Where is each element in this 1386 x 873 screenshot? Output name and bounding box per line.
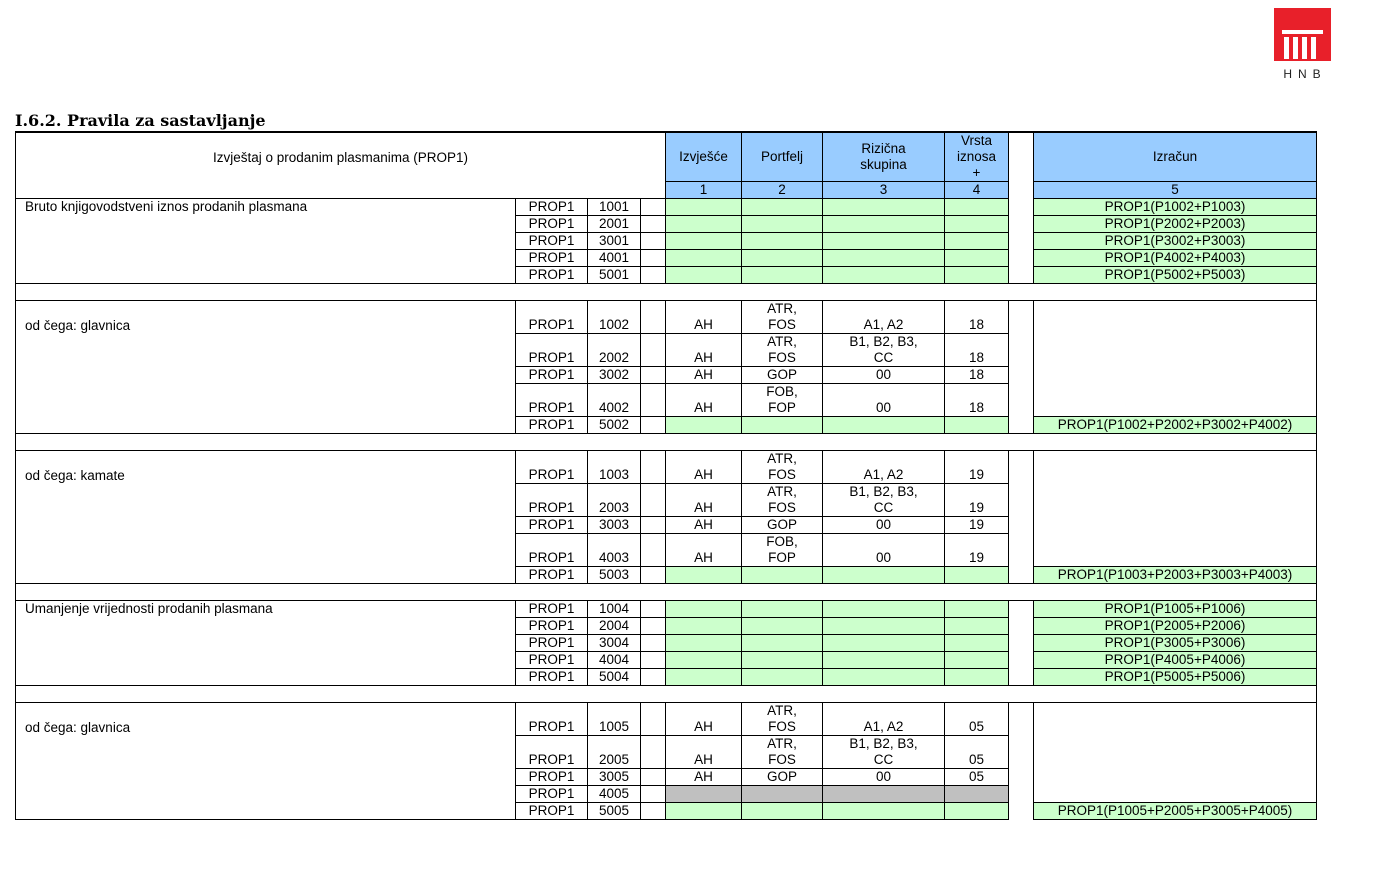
rizicna-skupina-cell[interactable] — [823, 216, 945, 233]
portfelj-cell: GOP — [742, 769, 823, 786]
row-code: 3004 — [588, 635, 641, 652]
row-code: 1002 — [588, 301, 641, 334]
portfelj-cell — [742, 786, 823, 803]
izracun-cell: PROP1(P2005+P2006) — [1034, 618, 1317, 635]
rizicna-skupina-cell: A1, A2 — [823, 301, 945, 334]
izvjesce-cell: AH — [666, 517, 742, 534]
gap-cell — [1009, 384, 1034, 417]
vrsta-iznosa-cell: 18 — [945, 334, 1009, 367]
izvjesce-cell[interactable] — [666, 601, 742, 618]
vrsta-iznosa-cell[interactable] — [945, 652, 1009, 669]
report-code: PROP1 — [516, 736, 588, 769]
izvjesce-cell: AH — [666, 301, 742, 334]
row-code: 5005 — [588, 803, 641, 820]
gap-cell — [1009, 132, 1034, 199]
izracun-cell: PROP1(P1002+P2002+P3002+P4002) — [1034, 417, 1317, 434]
gap-cell — [1009, 567, 1034, 584]
izvjesce-cell[interactable] — [666, 267, 742, 284]
blank-cell — [641, 267, 666, 284]
izracun-empty-cell — [1034, 301, 1317, 417]
row-code: 3005 — [588, 769, 641, 786]
blank-cell — [641, 534, 666, 567]
izvjesce-cell[interactable] — [666, 233, 742, 250]
row-code: 2001 — [588, 216, 641, 233]
gap-cell — [1009, 769, 1034, 786]
row-code: 1003 — [588, 451, 641, 484]
izracun-cell: PROP1(P3002+P3003) — [1034, 233, 1317, 250]
vrsta-iznosa-cell[interactable] — [945, 417, 1009, 434]
izracun-empty-cell — [1034, 703, 1317, 803]
blank-cell — [641, 601, 666, 618]
rizicna-skupina-cell: A1, A2 — [823, 451, 945, 484]
gap-cell — [1009, 803, 1034, 820]
izracun-cell: PROP1(P5005+P5006) — [1034, 669, 1317, 686]
rules-table — [15, 131, 1317, 820]
blank-cell — [641, 384, 666, 417]
section-title: I.6.2. Pravila za sastavljanje — [15, 111, 266, 130]
separator-cell — [16, 434, 1317, 451]
header-row — [16, 132, 1317, 182]
blank-cell — [641, 484, 666, 517]
rizicna-skupina-cell: 00 — [823, 769, 945, 786]
col-number: 2 — [742, 182, 823, 199]
gap-cell — [1009, 517, 1034, 534]
izvjesce-cell[interactable] — [666, 216, 742, 233]
blank-cell — [641, 367, 666, 384]
report-code: PROP1 — [516, 301, 588, 334]
izvjesce-cell — [666, 786, 742, 803]
vrsta-iznosa-cell[interactable] — [945, 618, 1009, 635]
gap-cell — [1009, 703, 1034, 736]
row-code: 3003 — [588, 517, 641, 534]
row-label: od čega: glavnica — [16, 703, 516, 820]
vrsta-iznosa-cell: 05 — [945, 736, 1009, 769]
rizicna-skupina-cell: B1, B2, B3, CC — [823, 484, 945, 517]
blank-cell — [641, 334, 666, 367]
portfelj-cell[interactable] — [742, 618, 823, 635]
izvjesce-cell: AH — [666, 334, 742, 367]
row-label: Umanjenje vrijednosti prodanih plasmana — [16, 601, 516, 686]
blank-cell — [641, 786, 666, 803]
izracun-cell: PROP1(P4002+P4003) — [1034, 250, 1317, 267]
vrsta-iznosa-cell: 18 — [945, 301, 1009, 334]
gap-cell — [1009, 367, 1034, 384]
rizicna-skupina-cell: A1, A2 — [823, 703, 945, 736]
vrsta-iznosa-cell[interactable] — [945, 233, 1009, 250]
vrsta-iznosa-cell: 18 — [945, 384, 1009, 417]
col-header-vrsta-iznosa: Vrsta iznosa + — [945, 132, 1009, 182]
izvjesce-cell: AH — [666, 451, 742, 484]
portfelj-cell: ATR, FOS — [742, 451, 823, 484]
col-header-izracun: Izračun — [1034, 132, 1317, 182]
col-header-izvjesce: Izvješće — [666, 132, 742, 182]
row-code: 4002 — [588, 384, 641, 417]
gap-cell — [1009, 484, 1034, 517]
report-code: PROP1 — [516, 517, 588, 534]
col-number: 5 — [1034, 182, 1317, 199]
portfelj-cell: ATR, FOS — [742, 736, 823, 769]
rizicna-skupina-cell[interactable] — [823, 618, 945, 635]
portfelj-cell[interactable] — [742, 601, 823, 618]
table-row — [16, 703, 1317, 736]
izracun-cell: PROP1(P1002+P1003) — [1034, 199, 1317, 216]
table-row — [16, 301, 1317, 334]
vrsta-iznosa-cell[interactable] — [945, 199, 1009, 216]
vrsta-iznosa-cell[interactable] — [945, 601, 1009, 618]
vrsta-iznosa-cell[interactable] — [945, 803, 1009, 820]
col-number: 3 — [823, 182, 945, 199]
portfelj-cell[interactable] — [742, 652, 823, 669]
separator-row — [16, 686, 1317, 703]
rizicna-skupina-cell: B1, B2, B3, CC — [823, 736, 945, 769]
izvjesce-cell: AH — [666, 484, 742, 517]
report-code: PROP1 — [516, 567, 588, 584]
vrsta-iznosa-cell: 19 — [945, 451, 1009, 484]
gap-cell — [1009, 618, 1034, 635]
blank-cell — [641, 301, 666, 334]
blank-cell — [641, 199, 666, 216]
report-title: Izvještaj o prodanim plasmanima (PROP1) — [16, 132, 666, 199]
izracun-cell: PROP1(P1005+P1006) — [1034, 601, 1317, 618]
row-code: 4001 — [588, 250, 641, 267]
report-code: PROP1 — [516, 250, 588, 267]
report-code: PROP1 — [516, 635, 588, 652]
izvjesce-cell[interactable] — [666, 417, 742, 434]
portfelj-cell[interactable] — [742, 233, 823, 250]
portfelj-cell[interactable] — [742, 803, 823, 820]
blank-cell — [641, 517, 666, 534]
row-code: 1005 — [588, 703, 641, 736]
portfelj-cell[interactable] — [742, 635, 823, 652]
rizicna-skupina-cell[interactable] — [823, 233, 945, 250]
report-code: PROP1 — [516, 384, 588, 417]
vrsta-iznosa-cell[interactable] — [945, 669, 1009, 686]
row-code: 5003 — [588, 567, 641, 584]
separator-cell — [16, 686, 1317, 703]
separator-cell — [16, 584, 1317, 601]
col-number: 1 — [666, 182, 742, 199]
row-code: 1004 — [588, 601, 641, 618]
report-code: PROP1 — [516, 769, 588, 786]
row-code: 5002 — [588, 417, 641, 434]
row-code: 1001 — [588, 199, 641, 216]
gap-cell — [1009, 216, 1034, 233]
report-code: PROP1 — [516, 601, 588, 618]
gap-cell — [1009, 534, 1034, 567]
rizicna-skupina-cell[interactable] — [823, 669, 945, 686]
rizicna-skupina-cell[interactable] — [823, 567, 945, 584]
blank-cell — [641, 233, 666, 250]
col-header-portfelj: Portfelj — [742, 132, 823, 182]
row-code: 2005 — [588, 736, 641, 769]
col-number: 4 — [945, 182, 1009, 199]
hnb-logo-emblem — [1274, 8, 1331, 61]
izvjesce-cell[interactable] — [666, 635, 742, 652]
gap-cell — [1009, 267, 1034, 284]
rizicna-skupina-cell[interactable] — [823, 803, 945, 820]
report-code: PROP1 — [516, 703, 588, 736]
report-code: PROP1 — [516, 267, 588, 284]
row-code: 3002 — [588, 367, 641, 384]
portfelj-cell: ATR, FOS — [742, 301, 823, 334]
rizicna-skupina-cell: B1, B2, B3, CC — [823, 334, 945, 367]
blank-cell — [641, 703, 666, 736]
izvjesce-cell[interactable] — [666, 567, 742, 584]
hnb-logo-text: HNB — [1283, 67, 1327, 81]
report-code: PROP1 — [516, 803, 588, 820]
row-label: od čega: kamate — [16, 451, 516, 584]
portfelj-cell: FOB, FOP — [742, 534, 823, 567]
rizicna-skupina-cell: 00 — [823, 384, 945, 417]
report-code: PROP1 — [516, 216, 588, 233]
report-code: PROP1 — [516, 367, 588, 384]
report-code: PROP1 — [516, 233, 588, 250]
vrsta-iznosa-cell[interactable] — [945, 250, 1009, 267]
rizicna-skupina-cell[interactable] — [823, 199, 945, 216]
blank-cell — [641, 803, 666, 820]
row-code: 4004 — [588, 652, 641, 669]
separator-row — [16, 434, 1317, 451]
row-code: 3001 — [588, 233, 641, 250]
report-code: PROP1 — [516, 669, 588, 686]
vrsta-iznosa-cell[interactable] — [945, 635, 1009, 652]
portfelj-cell: ATR, FOS — [742, 484, 823, 517]
rizicna-skupina-cell[interactable] — [823, 417, 945, 434]
vrsta-iznosa-cell: 18 — [945, 367, 1009, 384]
blank-cell — [641, 669, 666, 686]
row-code: 5004 — [588, 669, 641, 686]
izracun-cell: PROP1(P1003+P2003+P3003+P4003) — [1034, 567, 1317, 584]
izvjesce-cell[interactable] — [666, 199, 742, 216]
blank-cell — [641, 417, 666, 434]
row-label: od čega: glavnica — [16, 301, 516, 434]
gap-cell — [1009, 736, 1034, 769]
report-code: PROP1 — [516, 786, 588, 803]
izvjesce-cell: AH — [666, 384, 742, 417]
portfelj-cell[interactable] — [742, 267, 823, 284]
vrsta-iznosa-cell: 19 — [945, 484, 1009, 517]
blank-cell — [641, 736, 666, 769]
izvjesce-cell: AH — [666, 769, 742, 786]
portfelj-cell[interactable] — [742, 250, 823, 267]
table-row — [16, 601, 1317, 618]
izracun-cell: PROP1(P4005+P4006) — [1034, 652, 1317, 669]
col-header-rizicna-skupina: Rizična skupina — [823, 132, 945, 182]
vrsta-iznosa-cell[interactable] — [945, 216, 1009, 233]
izracun-cell: PROP1(P2002+P2003) — [1034, 216, 1317, 233]
gap-cell — [1009, 451, 1034, 484]
report-code: PROP1 — [516, 451, 588, 484]
separator-row — [16, 284, 1317, 301]
portfelj-cell[interactable] — [742, 669, 823, 686]
izvjesce-cell: AH — [666, 367, 742, 384]
rizicna-skupina-cell[interactable] — [823, 250, 945, 267]
blank-cell — [641, 618, 666, 635]
izracun-empty-cell — [1034, 451, 1317, 567]
gap-cell — [1009, 786, 1034, 803]
row-code: 4003 — [588, 534, 641, 567]
rizicna-skupina-cell[interactable] — [823, 652, 945, 669]
rizicna-skupina-cell[interactable] — [823, 267, 945, 284]
row-label: Bruto knjigovodstveni iznos prodanih plasmana — [16, 199, 516, 284]
portfelj-cell: GOP — [742, 367, 823, 384]
gap-cell — [1009, 199, 1034, 216]
vrsta-iznosa-cell: 19 — [945, 517, 1009, 534]
row-code: 2002 — [588, 334, 641, 367]
vrsta-iznosa-cell[interactable] — [945, 567, 1009, 584]
separator-row — [16, 584, 1317, 601]
izvjesce-cell: AH — [666, 703, 742, 736]
hnb-logo — [1274, 8, 1331, 81]
izvjesce-cell[interactable] — [666, 803, 742, 820]
gap-cell — [1009, 233, 1034, 250]
rizicna-skupina-cell — [823, 786, 945, 803]
blank-cell — [641, 250, 666, 267]
separator-cell — [16, 284, 1317, 301]
izracun-cell: PROP1(P5002+P5003) — [1034, 267, 1317, 284]
blank-cell — [641, 451, 666, 484]
table-row — [16, 451, 1317, 484]
blank-cell — [641, 635, 666, 652]
row-code: 4005 — [588, 786, 641, 803]
izvjesce-cell[interactable] — [666, 250, 742, 267]
report-code: PROP1 — [516, 417, 588, 434]
vrsta-iznosa-cell — [945, 786, 1009, 803]
vrsta-iznosa-cell: 05 — [945, 769, 1009, 786]
izvjesce-cell: AH — [666, 736, 742, 769]
portfelj-cell: FOB, FOP — [742, 384, 823, 417]
rizicna-skupina-cell: 00 — [823, 367, 945, 384]
rizicna-skupina-cell[interactable] — [823, 635, 945, 652]
vrsta-iznosa-cell: 19 — [945, 534, 1009, 567]
portfelj-cell: GOP — [742, 517, 823, 534]
portfelj-cell: ATR, FOS — [742, 334, 823, 367]
report-code: PROP1 — [516, 618, 588, 635]
izvjesce-cell[interactable] — [666, 669, 742, 686]
rizicna-skupina-cell[interactable] — [823, 601, 945, 618]
portfelj-cell[interactable] — [742, 567, 823, 584]
vrsta-iznosa-cell: 05 — [945, 703, 1009, 736]
gap-cell — [1009, 601, 1034, 618]
portfelj-cell[interactable] — [742, 417, 823, 434]
rizicna-skupina-cell: 00 — [823, 517, 945, 534]
izvjesce-cell: AH — [666, 534, 742, 567]
gap-cell — [1009, 301, 1034, 334]
portfelj-cell[interactable] — [742, 199, 823, 216]
row-code: 2004 — [588, 618, 641, 635]
report-code: PROP1 — [516, 534, 588, 567]
table-row — [16, 199, 1317, 216]
row-code: 2003 — [588, 484, 641, 517]
report-code: PROP1 — [516, 484, 588, 517]
gap-cell — [1009, 334, 1034, 367]
portfelj-cell[interactable] — [742, 216, 823, 233]
izracun-cell: PROP1(P1005+P2005+P3005+P4005) — [1034, 803, 1317, 820]
gap-cell — [1009, 669, 1034, 686]
vrsta-iznosa-cell[interactable] — [945, 267, 1009, 284]
row-code: 5001 — [588, 267, 641, 284]
blank-cell — [641, 567, 666, 584]
gap-cell — [1009, 250, 1034, 267]
gap-cell — [1009, 417, 1034, 434]
portfelj-cell: ATR, FOS — [742, 703, 823, 736]
gap-cell — [1009, 635, 1034, 652]
blank-cell — [641, 769, 666, 786]
gap-cell — [1009, 652, 1034, 669]
report-code: PROP1 — [516, 334, 588, 367]
izvjesce-cell[interactable] — [666, 618, 742, 635]
rizicna-skupina-cell: 00 — [823, 534, 945, 567]
izvjesce-cell[interactable] — [666, 652, 742, 669]
blank-cell — [641, 652, 666, 669]
report-code: PROP1 — [516, 652, 588, 669]
blank-cell — [641, 216, 666, 233]
izracun-cell: PROP1(P3005+P3006) — [1034, 635, 1317, 652]
report-code: PROP1 — [516, 199, 588, 216]
